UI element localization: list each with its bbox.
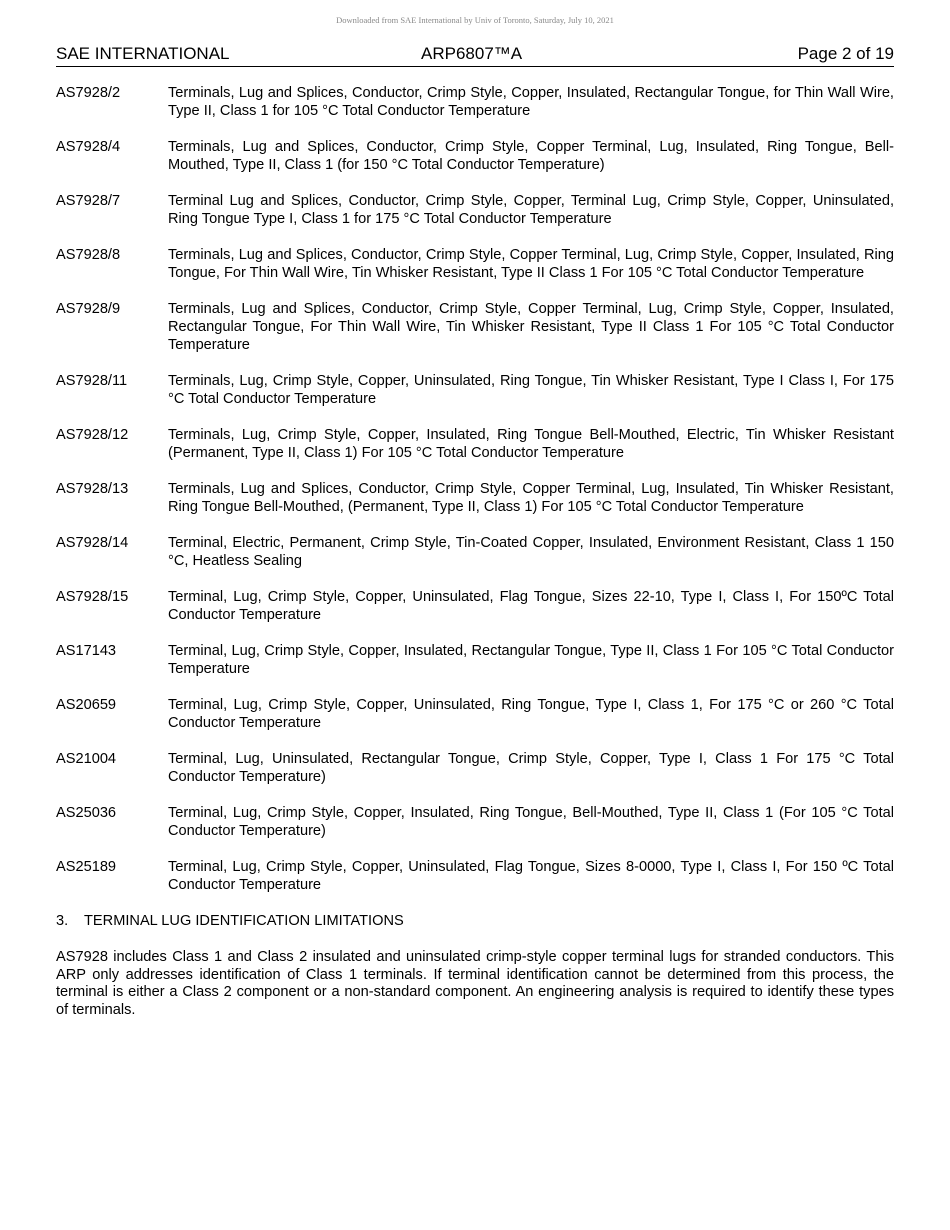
reference-item — [56, 642, 894, 678]
reference-item — [56, 192, 894, 228]
reference-code: AS7928/7 — [56, 193, 121, 209]
reference-description: Terminal Lug and Splices, Conductor, Crimp Style, Copper, Terminal Lug, Crimp Style, Copper, Uninsulated, Ring Tongue Type I, Class 1 for 175 °C Total Conductor Temperature — [168, 193, 894, 227]
reference-list — [56, 84, 894, 894]
reference-description: Terminal, Lug, Uninsulated, Rectangular Tongue, Crimp Style, Copper, Type I, Class 1 For 175 °C Total Conductor Temperature) — [168, 751, 894, 785]
reference-code: AS20659 — [56, 697, 117, 713]
reference-code: AS7928/8 — [56, 247, 121, 263]
reference-description: Terminals, Lug, Crimp Style, Copper, Uninsulated, Ring Tongue, Tin Whisker Resistant, Type I Class I, For 175 °C Total Conductor Temperature — [168, 373, 894, 407]
reference-code: AS7928/15 — [56, 589, 129, 605]
reference-description: Terminals, Lug and Splices, Conductor, Crimp Style, Copper Terminal, Lug, Crimp Style, Copper, Insulated, Rectangular Tongue, For Thin Wall Wire, Tin Whisker Resistant, Type II Class 1 For 105 °C Total Conductor Temperature — [168, 301, 894, 353]
reference-code: AS7928/9 — [56, 301, 121, 317]
reference-description: Terminals, Lug, Crimp Style, Copper, Insulated, Ring Tongue Bell-Mouthed, Electric, Tin Whisker Resistant (Permanent, Type II, Class 1) For 105 °C Total Conductor Temperature — [168, 427, 894, 461]
reference-description: Terminal, Electric, Permanent, Crimp Style, Tin-Coated Copper, Insulated, Environment Resistant, Class 1 150 °C, Heatless Sealing — [168, 535, 894, 569]
reference-description: Terminal, Lug, Crimp Style, Copper, Uninsulated, Flag Tongue, Sizes 22-10, Type I, Class I, For 150ºC Total Conductor Temperature — [168, 589, 894, 623]
page-header — [56, 44, 894, 67]
page-body — [56, 84, 894, 1019]
section-title: TERMINAL LUG IDENTIFICATION LIMITATIONS — [84, 913, 404, 929]
reference-item — [56, 858, 894, 894]
reference-code: AS25189 — [56, 859, 117, 875]
reference-description: Terminal, Lug, Crimp Style, Copper, Uninsulated, Ring Tongue, Type I, Class 1, For 175 °C or 260 °C Total Conductor Temperature — [168, 697, 894, 731]
reference-description: Terminal, Lug, Crimp Style, Copper, Uninsulated, Flag Tongue, Sizes 8-0000, Type I, Class I, For 150 ºC Total Conductor Temperature — [168, 859, 894, 893]
download-watermark: Downloaded from SAE International by Univ of Toronto, Saturday, July 10, 2021 — [336, 15, 614, 25]
reference-code: AS7928/2 — [56, 85, 121, 101]
reference-description: Terminals, Lug and Splices, Conductor, Crimp Style, Copper Terminal, Lug, Insulated, Ring Tongue, Bell-Mouthed, Type II, Class 1 (for 150 °C Total Conductor Temperature) — [168, 139, 894, 173]
reference-item — [56, 372, 894, 408]
reference-item — [56, 300, 894, 354]
reference-code: AS7928/11 — [56, 373, 128, 389]
document-number: ARP6807™A — [421, 44, 523, 63]
reference-code: AS25036 — [56, 805, 117, 821]
reference-code: AS17143 — [56, 643, 117, 659]
section-heading — [56, 912, 894, 930]
reference-item — [56, 480, 894, 516]
reference-item — [56, 588, 894, 624]
reference-description: Terminals, Lug and Splices, Conductor, Crimp Style, Copper Terminal, Lug, Crimp Style, Copper, Insulated, Ring Tongue, For Thin Wall Wire, Tin Whisker Resistant, Type II Class 1 For 105 °C Total Conductor Temperature — [168, 247, 894, 281]
page-number: Page 2 of 19 — [797, 44, 894, 63]
reference-item — [56, 138, 894, 174]
reference-item — [56, 246, 894, 282]
reference-code: AS7928/4 — [56, 139, 121, 155]
reference-item — [56, 804, 894, 840]
reference-code: AS7928/13 — [56, 481, 129, 497]
reference-item — [56, 84, 894, 120]
reference-description: Terminals, Lug and Splices, Conductor, Crimp Style, Copper, Insulated, Rectangular Tongue, for Thin Wall Wire, Type II, Class 1 for 105 °C Total Conductor Temperature — [168, 85, 894, 119]
reference-description: Terminal, Lug, Crimp Style, Copper, Insulated, Ring Tongue, Bell-Mouthed, Type II, Class 1 (For 105 °C Total Conductor Temperature) — [168, 805, 894, 839]
section-number: 3. — [56, 913, 69, 929]
reference-item — [56, 750, 894, 786]
reference-code: AS7928/14 — [56, 535, 129, 551]
reference-code: AS7928/12 — [56, 427, 129, 443]
reference-item — [56, 426, 894, 462]
section-paragraph: AS7928 includes Class 1 and Class 2 insulated and uninsulated crimp-style copper terminal lugs for stranded conductors. This ARP only addresses identification of Class 1 terminals. If terminal identification cannot be determined from this process, the terminal is either a Class 2 component or a non-standard component. An engineering analysis is required to identify these types of terminals. — [56, 949, 894, 1018]
reference-description: Terminal, Lug, Crimp Style, Copper, Insulated, Rectangular Tongue, Type II, Class 1 For 105 °C Total Conductor Temperature — [168, 643, 894, 677]
reference-description: Terminals, Lug and Splices, Conductor, Crimp Style, Copper Terminal, Lug, Insulated, Tin Whisker Resistant, Ring Tongue Bell-Mouthed, (Permanent, Type II, Class 1) For 105 °C Total Conductor Temperature — [168, 481, 894, 515]
reference-item — [56, 696, 894, 732]
reference-item — [56, 534, 894, 570]
publisher-name: SAE INTERNATIONAL — [56, 44, 230, 63]
reference-code: AS21004 — [56, 751, 117, 767]
